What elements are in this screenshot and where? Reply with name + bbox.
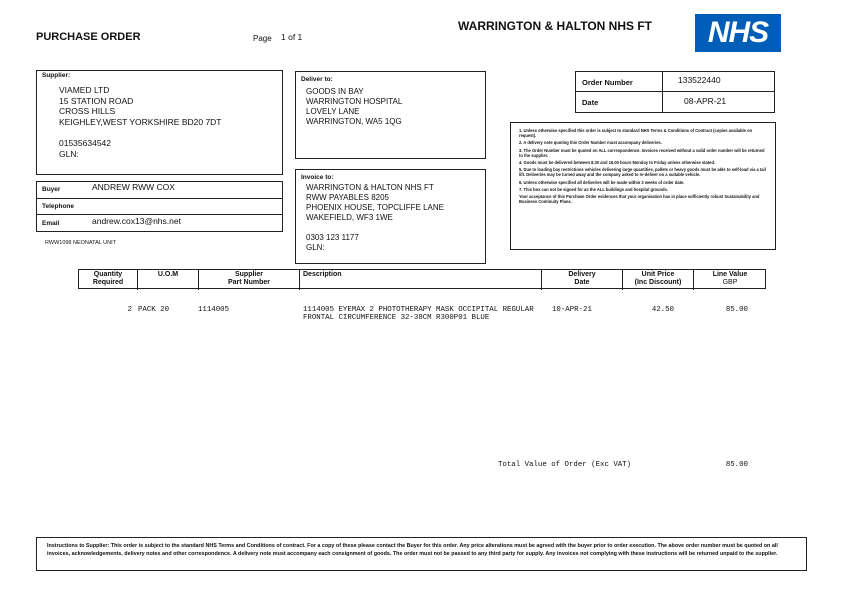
deliver-to-box <box>295 71 486 159</box>
supplier-line: KEIGHLEY,WEST YORKSHIRE BD20 7DT <box>59 116 222 127</box>
invoice-to-box <box>295 169 486 264</box>
deliver-address <box>306 87 402 127</box>
column-header-delivery-date: Delivery Date <box>568 271 596 286</box>
email-label: Email <box>42 220 60 227</box>
term-item: 6. Unless otherwise specified all deliveries will be made within 3 weeks of order date. <box>519 179 685 185</box>
buyer-box <box>36 181 283 232</box>
order-date-label: Date <box>582 98 599 107</box>
row-unit-price: 42.50 <box>651 306 674 314</box>
supplier-address <box>59 85 222 159</box>
column-header-part-number: Supplier Part Number <box>227 271 270 286</box>
organisation-name: WARRINGTON & HALTON NHS FT <box>458 19 652 33</box>
total-value: 85.00 <box>725 461 748 469</box>
page-number: 1 of 1 <box>281 32 303 42</box>
column-header-unit-price: Unit Price (Inc Discount) <box>634 271 682 286</box>
supplier-instructions: Instructions to Supplier: This order is subject to the standard NHS Terms and Conditions of contract. For a copy of these please contact the Buyer for this order. Any price alterations must be agreed with the buyer prior to order execution. The above order number must be quoted on all invoices, acknowledgements, delivery notes and other correspondence. A delivery note must accompany each consignment of goods. The order must not be passed to any third party for supply. Any invoices not complying with these instructions will be returned unpaid to the supplier. <box>47 543 778 558</box>
row-quantity: 2 <box>127 306 132 314</box>
page-label: Page <box>253 34 272 43</box>
buyer-label: Buyer <box>42 186 61 193</box>
deliver-line: GOODS IN BAY <box>306 87 364 96</box>
term-item: 5. Due to loading bay restrictions vehicles delivering large quantities, pallets or heavy goods must be able to self-load via a tail lift. Deliveries may be turned away and the company asked to re-deliver on a suitable vehicle. <box>519 167 766 178</box>
invoice-line: PHOENIX HOUSE, TOPCLIFFE LANE <box>306 203 444 212</box>
divider <box>576 91 774 92</box>
invoice-line: RWW PAYABLES 8205 <box>306 193 389 202</box>
column-header-uom: U.O.M <box>157 271 179 278</box>
supplier-instructions-box <box>36 537 807 571</box>
column-header-line-value: Line Value GBP <box>712 271 748 286</box>
term-item: Your acceptance of this Purchase Order evidences that your organisation has in place sufficiently robust Sustainability and Business Continuity Plans. <box>519 194 760 205</box>
invoice-phone: 0303 123 1177 <box>306 233 359 242</box>
deliver-line: WARRINGTON HOSPITAL <box>306 97 403 106</box>
divider <box>662 72 663 112</box>
term-item: 1. Unless otherwise specified this order is subject to standard NHS Terms & Conditions of Contract (copies available on request). <box>519 128 753 139</box>
supplier-line: VIAMED LTD <box>59 85 110 95</box>
deliver-to-label: Deliver to: <box>301 76 333 83</box>
divider <box>299 270 300 290</box>
buyer-name: ANDREW RWW COX <box>92 182 175 192</box>
order-number-value: 133522440 <box>678 75 721 85</box>
supplier-line: 15 STATION ROAD <box>59 95 134 106</box>
supplier-gln: GLN: <box>59 148 79 159</box>
invoice-gln: GLN: <box>306 243 325 252</box>
total-label: Total Value of Order (Exc VAT) <box>498 461 632 469</box>
column-header-description: Description <box>303 271 342 278</box>
divider <box>37 198 282 199</box>
invoice-line: WARRINGTON & HALTON NHS FT <box>306 183 434 192</box>
term-item: 7. This box can not be signed for as the ALL buildings and hospital grounds. <box>519 186 668 192</box>
invoice-address <box>306 183 444 253</box>
term-item: 3. The Order Number must be quoted on ALL correspondence. Invoices received without a valid order number will be returned to the supplier. <box>519 147 765 158</box>
deliver-line: LOVELY LANE <box>306 107 360 116</box>
row-delivery-date: 10-APR-21 <box>552 306 592 314</box>
deliver-line: WARRINGTON, WA5 1QG <box>306 117 402 126</box>
requisition-unit: RWW1098 NEONATAL UNIT <box>45 240 117 246</box>
line-items-header <box>78 269 766 289</box>
invoice-line: WAKEFIELD, WF3 1WE <box>306 213 393 222</box>
row-line-value: 85.00 <box>725 306 748 314</box>
order-info-box <box>575 71 775 113</box>
order-date-value: 08-APR-21 <box>684 96 727 106</box>
term-item: 2. A delivery note quoting this Order Number must accompany deliveries. <box>519 140 662 146</box>
column-header-quantity: Quantity Required <box>92 271 124 286</box>
telephone-label: Telephone <box>42 203 75 210</box>
divider <box>37 214 282 215</box>
document-title: PURCHASE ORDER <box>36 31 141 43</box>
nhs-logo: NHS <box>695 14 781 52</box>
term-item: 4. Goods must be delivered between 8.30 and 16.00 hours Monday to Friday unless otherwise stated. <box>519 160 716 166</box>
buyer-email[interactable]: andrew.cox13@nhs.net <box>92 216 181 226</box>
supplier-label: Supplier: <box>42 72 71 79</box>
terms-box <box>510 122 776 250</box>
row-description: 1114005 EYEMAX 2 PHOTOTHERAPY MASK OCCIPITAL REGULAR FRONTAL CIRCUMFERENCE 32-38CM R300P01 BLUE <box>303 306 534 323</box>
invoice-to-label: Invoice to: <box>301 174 334 181</box>
supplier-box <box>36 70 283 175</box>
row-part-number: 1114005 <box>198 306 230 314</box>
supplier-phone: 01535634542 <box>59 138 112 148</box>
order-number-label: Order Number <box>582 78 633 87</box>
supplier-line: CROSS HILLS <box>59 106 116 116</box>
row-uom: PACK 20 <box>138 306 170 314</box>
